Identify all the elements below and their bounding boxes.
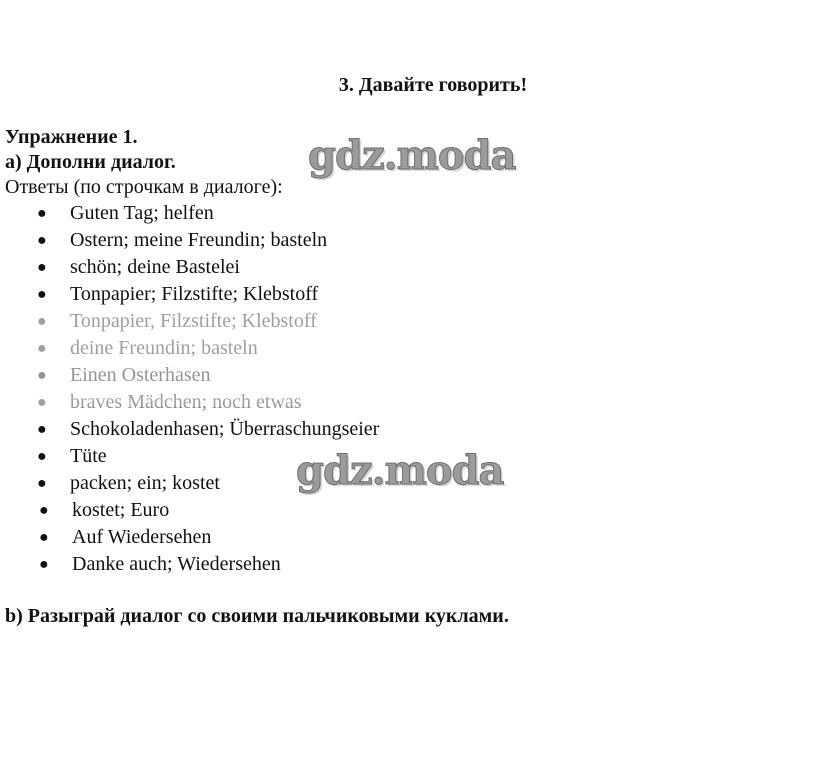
list-item [0,497,379,524]
bullet-icon: ● [37,475,47,492]
watermark: gdz.moda [308,132,516,179]
answer-text: Ostern; meine Freundin; basteln [70,229,328,251]
scan-smudge [10,310,350,410]
answer-text: Tüte [70,445,107,467]
bullet-icon: ● [37,421,47,438]
list-item [0,416,379,443]
answer-text: schön; deine Bastelei [70,256,240,278]
bullet-icon: ● [39,529,49,546]
list-item [0,254,379,281]
list-item [0,200,379,227]
list-item [0,281,379,308]
list-item [0,551,379,578]
answer-text: Guten Tag; helfen [70,202,214,224]
exercise-part-a-heading: а) Дополни диалог. [5,151,176,173]
answers-intro: Ответы (по строчкам в диалоге): [5,176,283,198]
answer-text: packen; ein; kostet [70,472,220,494]
answer-text: Danke auch; Wiedersehen [72,553,281,575]
exercise-part-b-heading: b) Разыграй диалог со своими пальчиковыми куклами. [5,605,509,627]
list-item [0,524,379,551]
list-item [0,227,379,254]
answer-text: Tonpapier; Filzstifte; Klebstoff [70,283,319,305]
bullet-icon: ● [39,502,49,519]
exercise-heading: Упражнение 1. [5,126,138,148]
bullet-icon: ● [37,232,47,249]
list-item [0,443,379,470]
bullet-icon: ● [37,448,47,465]
page-title: 3. Давайте говорить! [338,74,528,96]
list-item [0,470,379,497]
bullet-icon: ● [37,286,47,303]
watermark: gdz.moda [296,447,504,494]
answer-text: kostet; Euro [72,499,170,521]
bullet-icon: ● [37,205,47,222]
answer-text: Schokoladenhasen; Überraschungseier [70,418,380,440]
bullet-icon: ● [37,259,47,276]
bullet-icon: ● [39,556,49,573]
answer-text: Auf Wiedersehen [72,526,212,548]
